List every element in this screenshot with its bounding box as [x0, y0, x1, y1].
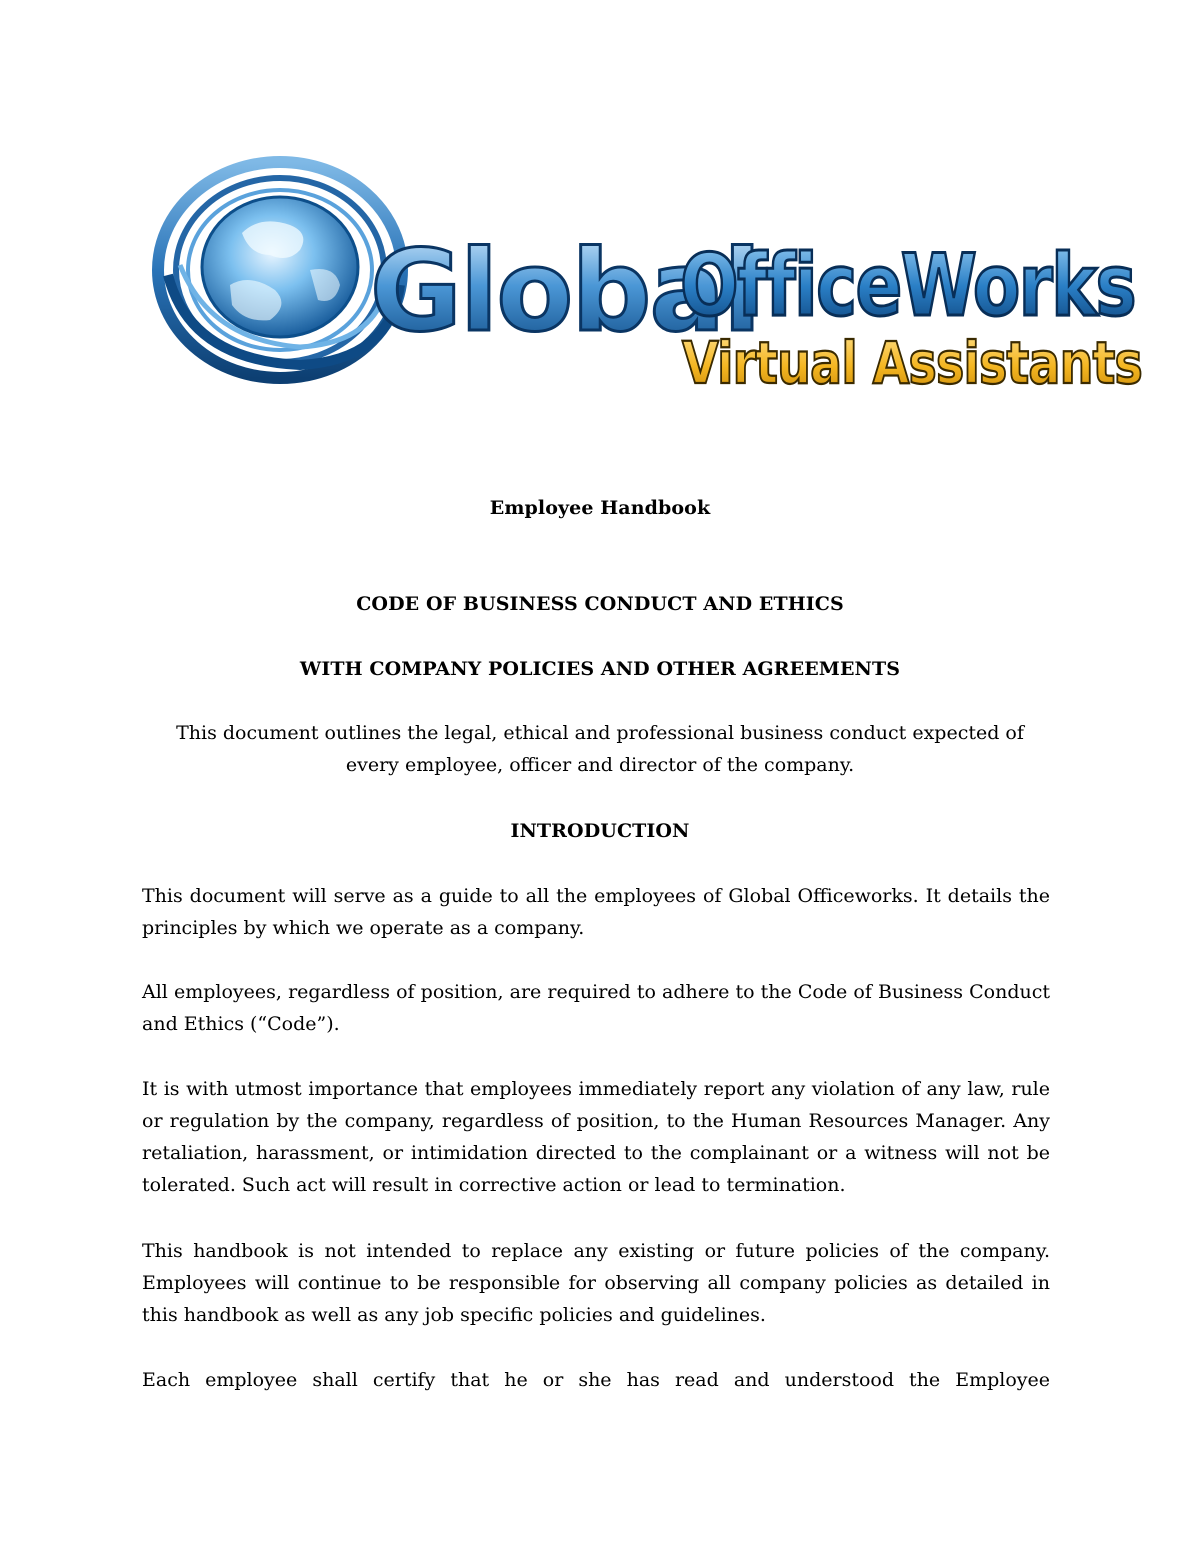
- globe-logo-icon: [150, 155, 1150, 400]
- document-title: Employee Handbook: [489, 497, 711, 519]
- logo-tagline: Virtual Assistants: [682, 329, 1142, 397]
- document-summary: This document outlines the legal, ethical and professional business conduct expected of every employee, officer and director of the company.: [176, 722, 1024, 776]
- section-heading-introduction: INTRODUCTION: [510, 820, 690, 842]
- paragraph-2: All employees, regardless of position, are required to adhere to the Code of Business Conduct and Ethics (“Code”).: [142, 981, 1050, 1035]
- document-subtitle-1: CODE OF BUSINESS CONDUCT AND ETHICS: [356, 593, 844, 615]
- logo-word-global: Global: [370, 227, 760, 357]
- document-subtitle-2: WITH COMPANY POLICIES AND OTHER AGREEMENTS: [299, 658, 901, 680]
- paragraph-1: This document will serve as a guide to all the employees of Global Officeworks. It details the principles by which we operate as a company.: [142, 885, 1050, 939]
- company-logo: [150, 155, 1150, 400]
- paragraph-3: It is with utmost importance that employees immediately report any violation of any law, rule or regulation by the company, regardless of position, to the Human Resources Manager. Any retaliation, harassment, or intimidation directed to the complainant or a witness will not be tolerated. Such act will result in corrective action or lead to termination.: [142, 1078, 1050, 1196]
- paragraph-4: This handbook is not intended to replace any existing or future policies of the company. Employees will continue to be responsible for observing all company policies as detailed in this handbook as well as any job specific policies and guidelines.: [142, 1240, 1050, 1326]
- logo-word-officeworks: OfficeWorks: [680, 236, 1135, 336]
- paragraph-5: Each employee shall certify that he or she has read and understood the Employee: [142, 1369, 1050, 1391]
